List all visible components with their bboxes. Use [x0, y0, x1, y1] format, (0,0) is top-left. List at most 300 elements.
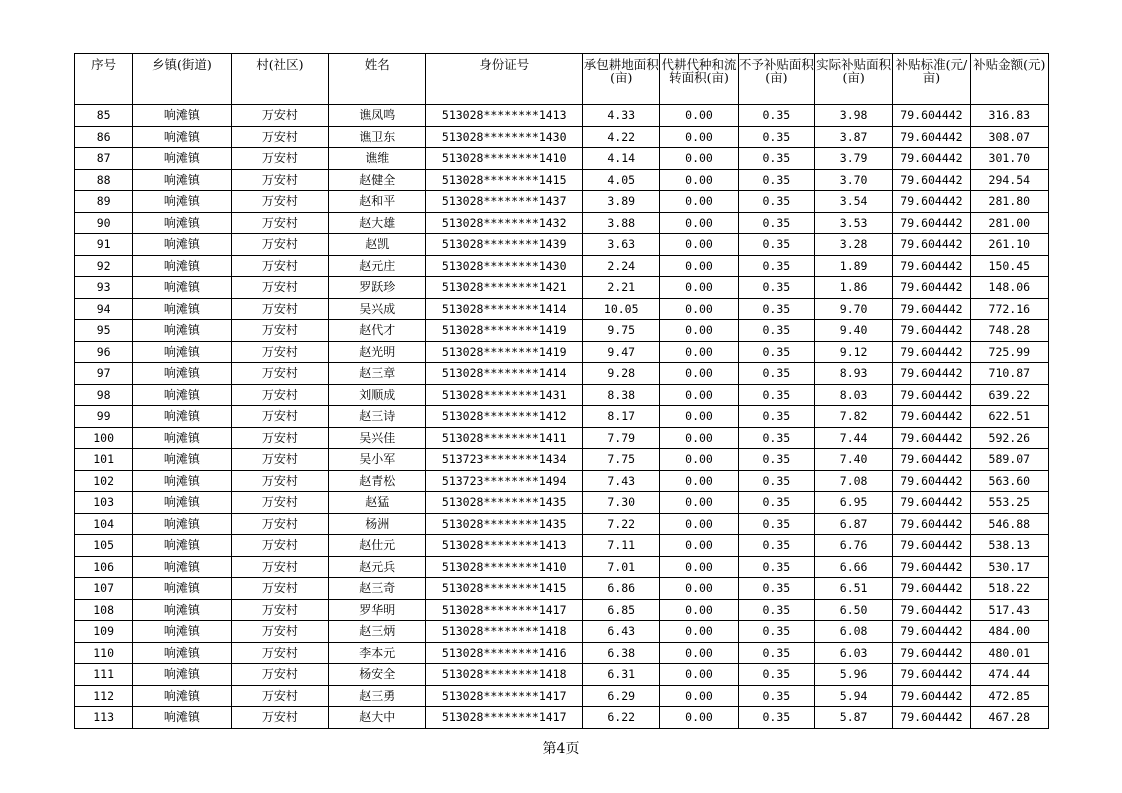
cell-village: 万安村	[231, 169, 328, 191]
cell-subsidy-rate: 79.604442	[893, 685, 970, 707]
cell-contract-area: 6.22	[583, 707, 660, 729]
cell-actual-area: 9.12	[814, 341, 892, 363]
cell-contract-area: 6.43	[583, 621, 660, 643]
cell-excluded-area: 0.35	[738, 255, 814, 277]
cell-seq: 100	[75, 427, 133, 449]
cell-id-number: 513028********1415	[426, 169, 583, 191]
cell-transfer-area: 0.00	[660, 664, 738, 686]
cell-excluded-area: 0.35	[738, 599, 814, 621]
cell-name: 赵元兵	[329, 556, 426, 578]
cell-subsidy-rate: 79.604442	[893, 169, 970, 191]
cell-actual-area: 6.87	[814, 513, 892, 535]
header-subsidy-amount: 补贴金额(元)	[970, 54, 1048, 105]
cell-village: 万安村	[231, 363, 328, 385]
cell-transfer-area: 0.00	[660, 255, 738, 277]
cell-town: 响滩镇	[133, 320, 231, 342]
cell-town: 响滩镇	[133, 126, 231, 148]
cell-subsidy-rate: 79.604442	[893, 599, 970, 621]
cell-subsidy-amount: 589.07	[970, 449, 1048, 471]
cell-village: 万安村	[231, 535, 328, 557]
cell-contract-area: 3.89	[583, 191, 660, 213]
cell-seq: 95	[75, 320, 133, 342]
cell-transfer-area: 0.00	[660, 363, 738, 385]
cell-seq: 104	[75, 513, 133, 535]
cell-subsidy-rate: 79.604442	[893, 406, 970, 428]
cell-contract-area: 7.75	[583, 449, 660, 471]
cell-subsidy-amount: 772.16	[970, 298, 1048, 320]
cell-id-number: 513028********1414	[426, 363, 583, 385]
cell-subsidy-rate: 79.604442	[893, 470, 970, 492]
table-row	[75, 384, 1049, 406]
cell-seq: 113	[75, 707, 133, 729]
cell-village: 万安村	[231, 599, 328, 621]
cell-seq: 89	[75, 191, 133, 213]
cell-subsidy-rate: 79.604442	[893, 427, 970, 449]
cell-transfer-area: 0.00	[660, 169, 738, 191]
cell-subsidy-amount: 622.51	[970, 406, 1048, 428]
cell-town: 响滩镇	[133, 449, 231, 471]
cell-subsidy-rate: 79.604442	[893, 298, 970, 320]
cell-seq: 98	[75, 384, 133, 406]
cell-village: 万安村	[231, 406, 328, 428]
cell-transfer-area: 0.00	[660, 234, 738, 256]
cell-name: 赵仕元	[329, 535, 426, 557]
table-row	[75, 621, 1049, 643]
cell-town: 响滩镇	[133, 191, 231, 213]
cell-id-number: 513028********1411	[426, 427, 583, 449]
cell-actual-area: 7.08	[814, 470, 892, 492]
cell-id-number: 513028********1418	[426, 621, 583, 643]
cell-actual-area: 1.86	[814, 277, 892, 299]
cell-subsidy-rate: 79.604442	[893, 191, 970, 213]
table-row	[75, 255, 1049, 277]
cell-seq: 102	[75, 470, 133, 492]
cell-town: 响滩镇	[133, 384, 231, 406]
cell-subsidy-rate: 79.604442	[893, 664, 970, 686]
cell-subsidy-amount: 150.45	[970, 255, 1048, 277]
cell-subsidy-rate: 79.604442	[893, 492, 970, 514]
cell-contract-area: 2.21	[583, 277, 660, 299]
table-row	[75, 341, 1049, 363]
cell-town: 响滩镇	[133, 298, 231, 320]
header-subsidy-rate: 补贴标准(元/亩)	[893, 54, 970, 105]
header-transfer-area: 代耕代种和流转面积(亩)	[660, 54, 738, 105]
cell-excluded-area: 0.35	[738, 212, 814, 234]
cell-id-number: 513028********1435	[426, 513, 583, 535]
cell-village: 万安村	[231, 298, 328, 320]
cell-village: 万安村	[231, 556, 328, 578]
table-row	[75, 642, 1049, 664]
cell-id-number: 513028********1435	[426, 492, 583, 514]
subsidy-table	[74, 53, 1049, 729]
cell-subsidy-amount: 639.22	[970, 384, 1048, 406]
cell-village: 万安村	[231, 685, 328, 707]
cell-seq: 86	[75, 126, 133, 148]
cell-actual-area: 5.96	[814, 664, 892, 686]
cell-excluded-area: 0.35	[738, 148, 814, 170]
cell-village: 万安村	[231, 664, 328, 686]
cell-transfer-area: 0.00	[660, 191, 738, 213]
table-row	[75, 578, 1049, 600]
cell-excluded-area: 0.35	[738, 664, 814, 686]
cell-transfer-area: 0.00	[660, 406, 738, 428]
cell-excluded-area: 0.35	[738, 685, 814, 707]
cell-town: 响滩镇	[133, 212, 231, 234]
cell-seq: 112	[75, 685, 133, 707]
table-row	[75, 277, 1049, 299]
cell-transfer-area: 0.00	[660, 320, 738, 342]
cell-seq: 101	[75, 449, 133, 471]
cell-actual-area: 3.87	[814, 126, 892, 148]
cell-subsidy-rate: 79.604442	[893, 341, 970, 363]
cell-town: 响滩镇	[133, 234, 231, 256]
cell-name: 赵大雄	[329, 212, 426, 234]
cell-contract-area: 8.17	[583, 406, 660, 428]
cell-excluded-area: 0.35	[738, 298, 814, 320]
cell-contract-area: 9.75	[583, 320, 660, 342]
table-row	[75, 427, 1049, 449]
cell-name: 赵光明	[329, 341, 426, 363]
cell-id-number: 513028********1418	[426, 664, 583, 686]
cell-subsidy-amount: 553.25	[970, 492, 1048, 514]
cell-seq: 111	[75, 664, 133, 686]
cell-seq: 110	[75, 642, 133, 664]
cell-town: 响滩镇	[133, 169, 231, 191]
cell-seq: 103	[75, 492, 133, 514]
cell-town: 响滩镇	[133, 556, 231, 578]
cell-subsidy-rate: 79.604442	[893, 277, 970, 299]
cell-subsidy-amount: 592.26	[970, 427, 1048, 449]
cell-subsidy-rate: 79.604442	[893, 234, 970, 256]
cell-seq: 108	[75, 599, 133, 621]
cell-actual-area: 6.50	[814, 599, 892, 621]
table-row	[75, 449, 1049, 471]
cell-town: 响滩镇	[133, 470, 231, 492]
cell-subsidy-amount: 474.44	[970, 664, 1048, 686]
cell-transfer-area: 0.00	[660, 449, 738, 471]
cell-seq: 106	[75, 556, 133, 578]
cell-subsidy-rate: 79.604442	[893, 320, 970, 342]
cell-transfer-area: 0.00	[660, 212, 738, 234]
cell-name: 赵凯	[329, 234, 426, 256]
cell-village: 万安村	[231, 449, 328, 471]
cell-actual-area: 1.89	[814, 255, 892, 277]
cell-seq: 99	[75, 406, 133, 428]
cell-transfer-area: 0.00	[660, 513, 738, 535]
cell-subsidy-rate: 79.604442	[893, 449, 970, 471]
cell-excluded-area: 0.35	[738, 169, 814, 191]
cell-name: 赵健全	[329, 169, 426, 191]
header-actual-area: 实际补贴面积(亩)	[814, 54, 892, 105]
cell-subsidy-amount: 261.10	[970, 234, 1048, 256]
cell-id-number: 513028********1419	[426, 320, 583, 342]
cell-name: 赵三炳	[329, 621, 426, 643]
cell-town: 响滩镇	[133, 707, 231, 729]
cell-actual-area: 7.82	[814, 406, 892, 428]
cell-excluded-area: 0.35	[738, 191, 814, 213]
cell-subsidy-amount: 563.60	[970, 470, 1048, 492]
cell-name: 罗华明	[329, 599, 426, 621]
cell-contract-area: 2.24	[583, 255, 660, 277]
cell-id-number: 513723********1434	[426, 449, 583, 471]
table-row	[75, 320, 1049, 342]
cell-transfer-area: 0.00	[660, 148, 738, 170]
cell-excluded-area: 0.35	[738, 513, 814, 535]
cell-village: 万安村	[231, 492, 328, 514]
cell-village: 万安村	[231, 320, 328, 342]
cell-actual-area: 9.40	[814, 320, 892, 342]
cell-subsidy-amount: 480.01	[970, 642, 1048, 664]
cell-excluded-area: 0.35	[738, 234, 814, 256]
cell-name: 谯维	[329, 148, 426, 170]
cell-excluded-area: 0.35	[738, 578, 814, 600]
cell-village: 万安村	[231, 513, 328, 535]
table-row	[75, 599, 1049, 621]
table-row	[75, 685, 1049, 707]
cell-name: 赵三章	[329, 363, 426, 385]
cell-transfer-area: 0.00	[660, 470, 738, 492]
cell-name: 赵三勇	[329, 685, 426, 707]
cell-contract-area: 6.29	[583, 685, 660, 707]
cell-excluded-area: 0.35	[738, 470, 814, 492]
cell-name: 吴兴成	[329, 298, 426, 320]
cell-transfer-area: 0.00	[660, 277, 738, 299]
cell-subsidy-rate: 79.604442	[893, 148, 970, 170]
cell-transfer-area: 0.00	[660, 707, 738, 729]
cell-subsidy-amount: 301.70	[970, 148, 1048, 170]
cell-contract-area: 7.30	[583, 492, 660, 514]
cell-excluded-area: 0.35	[738, 427, 814, 449]
cell-village: 万安村	[231, 212, 328, 234]
cell-town: 响滩镇	[133, 685, 231, 707]
cell-actual-area: 3.28	[814, 234, 892, 256]
cell-contract-area: 8.38	[583, 384, 660, 406]
cell-contract-area: 6.38	[583, 642, 660, 664]
cell-name: 赵代才	[329, 320, 426, 342]
cell-name: 赵大中	[329, 707, 426, 729]
cell-transfer-area: 0.00	[660, 535, 738, 557]
cell-name: 赵三诗	[329, 406, 426, 428]
cell-village: 万安村	[231, 341, 328, 363]
cell-village: 万安村	[231, 191, 328, 213]
cell-subsidy-amount: 725.99	[970, 341, 1048, 363]
table-row	[75, 492, 1049, 514]
table-row	[75, 535, 1049, 557]
cell-subsidy-amount: 518.22	[970, 578, 1048, 600]
cell-actual-area: 6.51	[814, 578, 892, 600]
cell-actual-area: 9.70	[814, 298, 892, 320]
header-id-number: 身份证号	[426, 54, 583, 105]
table-row	[75, 406, 1049, 428]
cell-seq: 87	[75, 148, 133, 170]
cell-subsidy-amount: 748.28	[970, 320, 1048, 342]
cell-contract-area: 3.88	[583, 212, 660, 234]
cell-id-number: 513028********1421	[426, 277, 583, 299]
cell-village: 万安村	[231, 642, 328, 664]
cell-id-number: 513028********1430	[426, 255, 583, 277]
cell-excluded-area: 0.35	[738, 449, 814, 471]
cell-village: 万安村	[231, 621, 328, 643]
cell-seq: 91	[75, 234, 133, 256]
cell-id-number: 513028********1416	[426, 642, 583, 664]
cell-village: 万安村	[231, 578, 328, 600]
table-row	[75, 148, 1049, 170]
cell-village: 万安村	[231, 126, 328, 148]
cell-town: 响滩镇	[133, 535, 231, 557]
cell-contract-area: 4.33	[583, 105, 660, 127]
cell-name: 谯凤鸣	[329, 105, 426, 127]
cell-actual-area: 6.08	[814, 621, 892, 643]
cell-subsidy-rate: 79.604442	[893, 105, 970, 127]
cell-subsidy-rate: 79.604442	[893, 126, 970, 148]
cell-excluded-area: 0.35	[738, 535, 814, 557]
cell-excluded-area: 0.35	[738, 363, 814, 385]
cell-name: 谯卫东	[329, 126, 426, 148]
table-row	[75, 169, 1049, 191]
header-row	[75, 54, 1049, 105]
cell-name: 李本元	[329, 642, 426, 664]
cell-id-number: 513723********1494	[426, 470, 583, 492]
cell-actual-area: 6.95	[814, 492, 892, 514]
cell-actual-area: 5.87	[814, 707, 892, 729]
cell-name: 刘顺成	[329, 384, 426, 406]
cell-contract-area: 4.14	[583, 148, 660, 170]
cell-excluded-area: 0.35	[738, 341, 814, 363]
cell-subsidy-amount: 517.43	[970, 599, 1048, 621]
table-row	[75, 234, 1049, 256]
cell-contract-area: 9.47	[583, 341, 660, 363]
cell-seq: 93	[75, 277, 133, 299]
cell-seq: 109	[75, 621, 133, 643]
cell-transfer-area: 0.00	[660, 384, 738, 406]
cell-village: 万安村	[231, 255, 328, 277]
cell-transfer-area: 0.00	[660, 341, 738, 363]
cell-contract-area: 4.22	[583, 126, 660, 148]
cell-id-number: 513028********1432	[426, 212, 583, 234]
cell-subsidy-rate: 79.604442	[893, 384, 970, 406]
cell-subsidy-rate: 79.604442	[893, 707, 970, 729]
cell-transfer-area: 0.00	[660, 126, 738, 148]
table-row	[75, 664, 1049, 686]
cell-subsidy-amount: 530.17	[970, 556, 1048, 578]
cell-village: 万安村	[231, 707, 328, 729]
cell-subsidy-amount: 484.00	[970, 621, 1048, 643]
cell-excluded-area: 0.35	[738, 126, 814, 148]
cell-name: 杨洲	[329, 513, 426, 535]
cell-id-number: 513028********1413	[426, 535, 583, 557]
cell-actual-area: 6.03	[814, 642, 892, 664]
cell-town: 响滩镇	[133, 599, 231, 621]
cell-actual-area: 3.54	[814, 191, 892, 213]
cell-subsidy-rate: 79.604442	[893, 578, 970, 600]
cell-subsidy-amount: 472.85	[970, 685, 1048, 707]
header-name: 姓名	[329, 54, 426, 105]
cell-excluded-area: 0.35	[738, 621, 814, 643]
cell-contract-area: 7.22	[583, 513, 660, 535]
cell-subsidy-amount: 710.87	[970, 363, 1048, 385]
cell-village: 万安村	[231, 470, 328, 492]
cell-subsidy-amount: 294.54	[970, 169, 1048, 191]
cell-village: 万安村	[231, 148, 328, 170]
cell-village: 万安村	[231, 277, 328, 299]
header-town: 乡镇(街道)	[133, 54, 231, 105]
table-row	[75, 126, 1049, 148]
cell-transfer-area: 0.00	[660, 298, 738, 320]
cell-contract-area: 7.79	[583, 427, 660, 449]
cell-id-number: 513028********1410	[426, 556, 583, 578]
header-village: 村(社区)	[231, 54, 328, 105]
cell-id-number: 513028********1410	[426, 148, 583, 170]
cell-excluded-area: 0.35	[738, 320, 814, 342]
cell-id-number: 513028********1414	[426, 298, 583, 320]
cell-town: 响滩镇	[133, 277, 231, 299]
cell-subsidy-amount: 546.88	[970, 513, 1048, 535]
cell-subsidy-amount: 316.83	[970, 105, 1048, 127]
cell-actual-area: 7.44	[814, 427, 892, 449]
cell-id-number: 513028********1413	[426, 105, 583, 127]
cell-name: 杨安全	[329, 664, 426, 686]
cell-contract-area: 4.05	[583, 169, 660, 191]
header-seq: 序号	[75, 54, 133, 105]
cell-name: 吴兴佳	[329, 427, 426, 449]
cell-excluded-area: 0.35	[738, 277, 814, 299]
cell-transfer-area: 0.00	[660, 427, 738, 449]
cell-actual-area: 3.98	[814, 105, 892, 127]
cell-subsidy-amount: 281.80	[970, 191, 1048, 213]
cell-name: 罗跃珍	[329, 277, 426, 299]
cell-actual-area: 6.66	[814, 556, 892, 578]
cell-town: 响滩镇	[133, 578, 231, 600]
cell-contract-area: 6.85	[583, 599, 660, 621]
cell-id-number: 513028********1437	[426, 191, 583, 213]
table-row	[75, 556, 1049, 578]
cell-transfer-area: 0.00	[660, 599, 738, 621]
cell-subsidy-rate: 79.604442	[893, 556, 970, 578]
cell-contract-area: 7.11	[583, 535, 660, 557]
cell-excluded-area: 0.35	[738, 492, 814, 514]
cell-seq: 105	[75, 535, 133, 557]
cell-seq: 94	[75, 298, 133, 320]
cell-subsidy-amount: 538.13	[970, 535, 1048, 557]
cell-transfer-area: 0.00	[660, 621, 738, 643]
cell-transfer-area: 0.00	[660, 105, 738, 127]
cell-excluded-area: 0.35	[738, 707, 814, 729]
cell-village: 万安村	[231, 427, 328, 449]
cell-transfer-area: 0.00	[660, 556, 738, 578]
table-row	[75, 212, 1049, 234]
cell-town: 响滩镇	[133, 363, 231, 385]
cell-excluded-area: 0.35	[738, 556, 814, 578]
table-row	[75, 191, 1049, 213]
cell-contract-area: 9.28	[583, 363, 660, 385]
cell-subsidy-rate: 79.604442	[893, 535, 970, 557]
cell-actual-area: 3.53	[814, 212, 892, 234]
cell-name: 赵青松	[329, 470, 426, 492]
cell-subsidy-rate: 79.604442	[893, 212, 970, 234]
cell-id-number: 513028********1431	[426, 384, 583, 406]
cell-village: 万安村	[231, 234, 328, 256]
cell-town: 响滩镇	[133, 255, 231, 277]
cell-town: 响滩镇	[133, 621, 231, 643]
cell-contract-area: 7.01	[583, 556, 660, 578]
cell-subsidy-amount: 148.06	[970, 277, 1048, 299]
cell-id-number: 513028********1419	[426, 341, 583, 363]
cell-name: 赵三奇	[329, 578, 426, 600]
cell-village: 万安村	[231, 384, 328, 406]
cell-actual-area: 7.40	[814, 449, 892, 471]
table-row	[75, 707, 1049, 729]
cell-village: 万安村	[231, 105, 328, 127]
